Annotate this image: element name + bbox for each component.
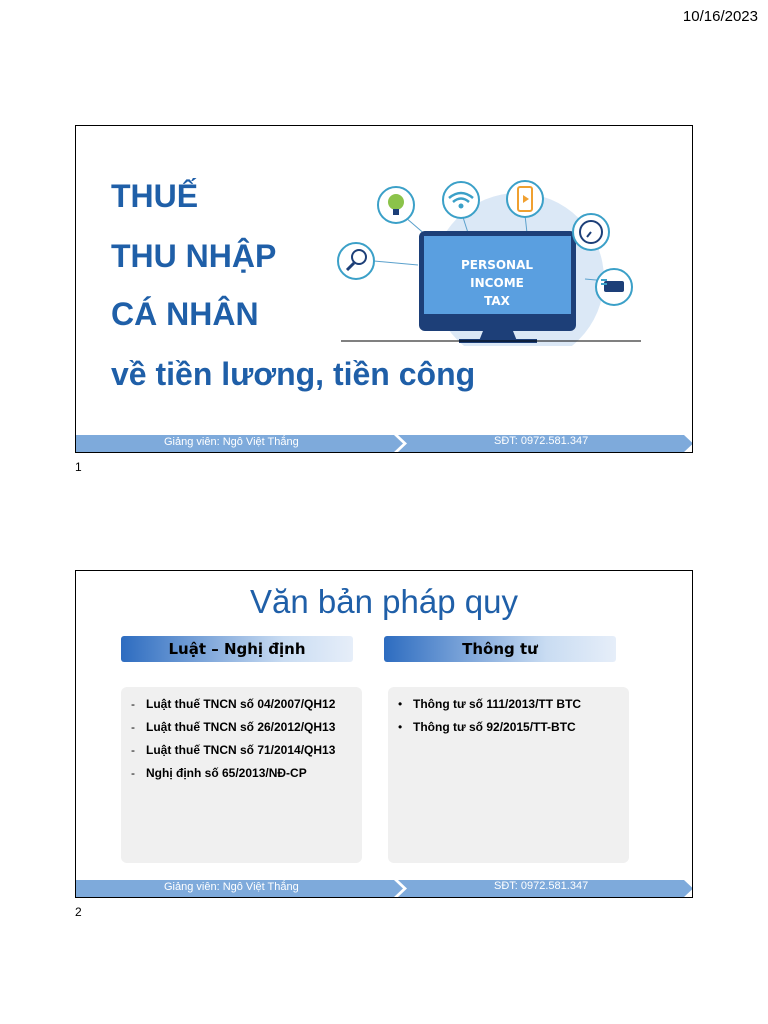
list-item: - Luật thuế TNCN số 71/2014/QH13 xyxy=(131,743,336,757)
slide-number-1: 1 xyxy=(75,460,82,474)
title-line-1: THUẾ xyxy=(111,178,199,214)
title-line-3: CÁ NHÂN xyxy=(111,296,259,332)
slide-footer xyxy=(76,435,692,452)
slide-footer xyxy=(76,880,692,897)
list-item: - Luật thuế TNCN số 26/2012/QH13 xyxy=(131,720,336,734)
lecturer-label: Giảng viên: Ngô Việt Thắng xyxy=(164,436,299,448)
laws-box xyxy=(121,687,362,863)
title-line-2: THU NHẬP xyxy=(111,238,277,274)
list-item: • Thông tư số 111/2013/TT BTC xyxy=(398,697,582,711)
column-header-circulars: Thông tư xyxy=(384,636,616,662)
phone-icon xyxy=(507,181,543,217)
lightbulb-icon xyxy=(378,187,414,223)
screen-text-3: TAX xyxy=(484,294,510,308)
phone-label: SĐT: 0972.581.347 xyxy=(494,435,589,447)
print-date: 10/16/2023 xyxy=(682,8,758,25)
laws-list xyxy=(131,697,335,789)
slide-2 xyxy=(75,570,693,898)
screen-text-2: INCOME xyxy=(470,276,524,290)
wifi-icon xyxy=(443,182,479,218)
slide-1 xyxy=(75,125,693,453)
title-line-4: về tiền lương, tiền công xyxy=(111,356,476,392)
tax-illustration xyxy=(331,151,651,351)
search-icon xyxy=(338,243,374,279)
circulars-box xyxy=(388,687,629,863)
phone-label: SĐT: 0972.581.347 xyxy=(494,880,589,892)
chat-icon xyxy=(596,269,632,305)
circulars-list xyxy=(398,697,581,743)
screen-text-1: PERSONAL xyxy=(460,258,534,272)
column-header-laws: Luật – Nghị định xyxy=(121,636,353,662)
list-item: - Luật thuế TNCN số 04/2007/QH12 xyxy=(131,697,336,711)
lecturer-label: Giảng viên: Ngô Việt Thắng xyxy=(164,881,299,893)
slide-title: Văn bản pháp quy xyxy=(250,583,518,620)
clock-icon xyxy=(573,214,609,250)
list-item: - Nghị định số 65/2013/NĐ-CP xyxy=(131,766,307,780)
list-item: • Thông tư số 92/2015/TT-BTC xyxy=(398,720,576,734)
slide-number-2: 2 xyxy=(75,905,82,919)
